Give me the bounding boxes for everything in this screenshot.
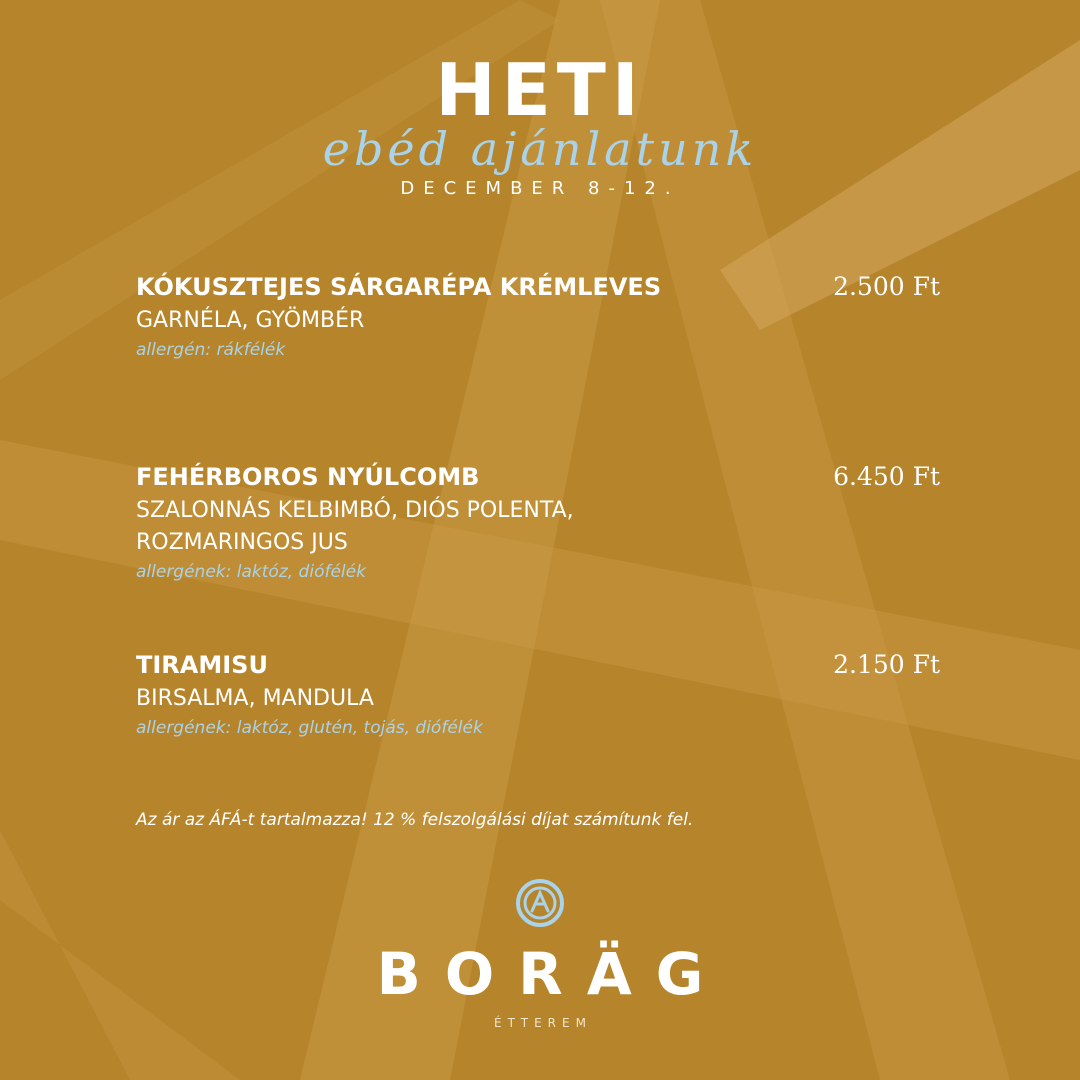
brand-subtitle: ÉTTEREM — [494, 1016, 592, 1030]
page-title: HETI — [435, 48, 645, 132]
dish-allergen: allergén: rákfélék — [136, 340, 286, 360]
brand-logo — [0, 878, 1080, 1030]
dish-price: 6.450 Ft — [833, 462, 940, 491]
menu-list — [136, 270, 946, 741]
menu-item — [136, 460, 946, 648]
menu-item — [136, 270, 946, 460]
dish-price: 2.150 Ft — [833, 650, 940, 679]
header — [0, 48, 1080, 199]
vat-note: Az ár az ÁFÁ-t tartalmazza! 12 % felszolgálási díjat számítunk fel. — [136, 810, 694, 830]
dish-name: TIRAMISU — [136, 651, 268, 679]
dish-name: KÓKUSZTEJES SÁRGARÉPA KRÉMLEVES — [136, 273, 662, 301]
dish-price: 2.500 Ft — [833, 272, 940, 301]
dish-allergen: allergének: laktóz, diófélék — [136, 562, 366, 582]
script-subtitle: ebéd ajánlatunk — [322, 122, 758, 176]
borag-logo-icon — [515, 878, 565, 928]
dish-sides: SZALONNÁS KELBIMBÓ, DIÓS POLENTA, ROZMARINGOS JUS — [136, 498, 574, 555]
dish-name: FEHÉRBOROS NYÚLCOMB — [136, 463, 480, 491]
dish-sides: GARNÉLA, GYÖMBÉR — [136, 308, 365, 333]
date-range: DECEMBER 8-12. — [400, 178, 680, 199]
brand-name: BORÄG — [376, 940, 728, 1008]
dish-allergen: allergének: laktóz, glutén, tojás, diófélék — [136, 718, 483, 738]
dish-sides: BIRSALMA, MANDULA — [136, 686, 374, 711]
menu-item — [136, 648, 946, 741]
